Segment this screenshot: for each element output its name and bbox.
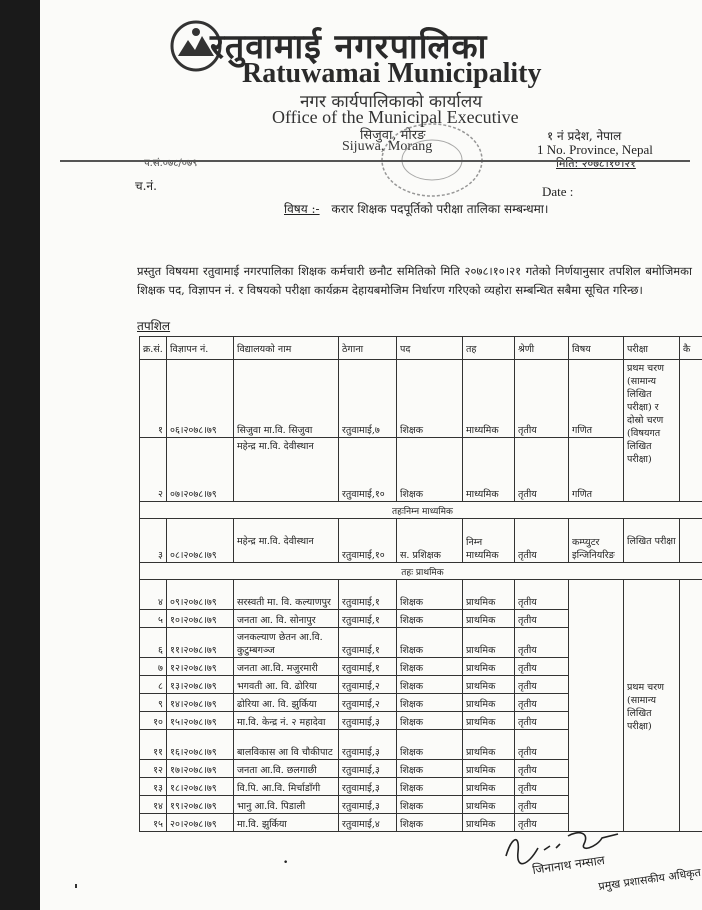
cell-level: प्राथमिक bbox=[463, 580, 515, 610]
col-header: ठेगाना bbox=[339, 337, 397, 360]
cell-addr: रतुवामाई,३ bbox=[339, 760, 397, 778]
cell-post: शिक्षक bbox=[397, 760, 463, 778]
table-row bbox=[140, 580, 702, 610]
cell-level: प्राथमिक bbox=[463, 778, 515, 796]
cell-ad: २०।२०७८।७९ bbox=[167, 814, 234, 832]
cell-post: शिक्षक bbox=[397, 730, 463, 760]
cell-ad: ११।२०७८।७९ bbox=[167, 628, 234, 658]
cell-sn: ६ bbox=[140, 628, 167, 658]
cell-level: प्राथमिक bbox=[463, 610, 515, 628]
cell-grade: तृतीय bbox=[515, 360, 569, 438]
cell-ad: ०६।२०७८।७९ bbox=[167, 360, 234, 438]
cell-grade: तृतीय bbox=[515, 580, 569, 610]
cell-school: जनता आ.वि. मजुरमारी bbox=[234, 658, 339, 676]
cell-grade: तृतीय bbox=[515, 519, 569, 563]
cell-school: महेन्द्र मा.वि. देवीस्थान bbox=[234, 519, 339, 563]
cell-sn: ११ bbox=[140, 730, 167, 760]
cell-level: प्राथमिक bbox=[463, 676, 515, 694]
cell-ad: १७।२०७८।७९ bbox=[167, 760, 234, 778]
cell-school: भगवती आ. वि. ढोरिया bbox=[234, 676, 339, 694]
notice-body: प्रस्तुत विषयमा रतुवामाई नगरपालिका शिक्षक कर्मचारी छनौट समितिको मिति २०७८।१०।२१ गतेको निर्णयानुसार तपशिल बमोजिमका शिक्षक पद, विज्ञापन नं. र विषयको परीक्षा कार्यक्रम देहायबमोजिम निर्धारण गरिएको व्यहोरा सम्बन्धित सबैमा सूचित गरिन्छ। bbox=[137, 264, 692, 297]
col-header: विद्यालयको नाम bbox=[234, 337, 339, 360]
cell-addr: रतुवामाई,३ bbox=[339, 778, 397, 796]
cell-post: शिक्षक bbox=[397, 580, 463, 610]
cell-ad: ०७।२०७८।७९ bbox=[167, 438, 234, 502]
cell-addr: रतुवामाई,१० bbox=[339, 438, 397, 502]
cell-level: निम्न माध्यमिक bbox=[463, 519, 515, 563]
cell-addr: रतुवामाई,७ bbox=[339, 360, 397, 438]
cell-ad: १२।२०७८।७९ bbox=[167, 658, 234, 676]
cell-sn: २ bbox=[140, 438, 167, 502]
cell-post: शिक्षक bbox=[397, 676, 463, 694]
signatory-name: जिनानाथ नम्साल bbox=[531, 852, 606, 878]
cell-extra bbox=[680, 519, 702, 563]
cell-sn: १० bbox=[140, 712, 167, 730]
cell-addr: रतुवामाई,३ bbox=[339, 712, 397, 730]
cell-sn: १५ bbox=[140, 814, 167, 832]
cell-subject: गणित bbox=[569, 438, 624, 502]
cell-level: प्राथमिक bbox=[463, 658, 515, 676]
page-mark: • bbox=[283, 858, 289, 868]
cell-post: शिक्षक bbox=[397, 712, 463, 730]
cell-addr: रतुवामाई,४ bbox=[339, 814, 397, 832]
cell-ad: ०८।२०७८।७९ bbox=[167, 519, 234, 563]
table-row bbox=[140, 438, 702, 502]
cell-exam: प्रथम चरण (सामान्य लिखित परीक्षा) bbox=[624, 580, 680, 832]
cell-school: बालविकास आ वि चौकीपाट bbox=[234, 730, 339, 760]
cell-post: शिक्षक bbox=[397, 610, 463, 628]
cell-sn: ४ bbox=[140, 580, 167, 610]
cell-ad: १८।२०७८।७९ bbox=[167, 778, 234, 796]
cell-ad: १४।२०७८।७९ bbox=[167, 694, 234, 712]
exam-schedule-table bbox=[139, 336, 702, 832]
col-header: क्र.सं. bbox=[140, 337, 167, 360]
cell-ad: ०९।२०७८।७९ bbox=[167, 580, 234, 610]
signatory-role: प्रमुख प्रशासकीय अधिकृत bbox=[597, 865, 702, 894]
cell-exam: प्रथम चरण (सामान्य लिखित परीक्षा) र दोस्रो चरण (विषयगत लिखित परीक्षा) bbox=[624, 360, 680, 502]
cell-level: प्राथमिक bbox=[463, 814, 515, 832]
table-header-row bbox=[140, 337, 702, 360]
subject-line bbox=[284, 200, 548, 217]
margin-mark bbox=[75, 884, 77, 888]
cell-school: वि.पि. आ.वि. मिर्चाडाँगी bbox=[234, 778, 339, 796]
cell-addr: रतुवामाई,१ bbox=[339, 580, 397, 610]
col-header: तह bbox=[463, 337, 515, 360]
cell-sn: १३ bbox=[140, 778, 167, 796]
section-label: तहः प्राथमिक bbox=[140, 563, 702, 580]
cell-addr: रतुवामाई,१ bbox=[339, 610, 397, 628]
cell-level: प्राथमिक bbox=[463, 760, 515, 778]
cell-level: प्राथमिक bbox=[463, 730, 515, 760]
cell-sn: ७ bbox=[140, 658, 167, 676]
cell-post: शिक्षक bbox=[397, 628, 463, 658]
table-row bbox=[140, 360, 702, 438]
cell-addr: रतुवामाई,१ bbox=[339, 628, 397, 658]
office-name-en: Office of the Municipal Executive bbox=[272, 107, 519, 127]
cell-grade: तृतीय bbox=[515, 712, 569, 730]
cell-grade: तृतीय bbox=[515, 778, 569, 796]
address-en: Sijuwa, Morang bbox=[342, 139, 433, 154]
municipality-name-en: Ratuwamai Municipality bbox=[242, 58, 542, 89]
province-en: 1 No. Province, Nepal bbox=[537, 142, 653, 157]
section-row bbox=[140, 563, 702, 580]
table-row bbox=[140, 519, 702, 563]
cell-grade: तृतीय bbox=[515, 676, 569, 694]
cell-addr: रतुवामाई,१ bbox=[339, 658, 397, 676]
cell-grade: तृतीय bbox=[515, 730, 569, 760]
cell-addr: रतुवामाई,१० bbox=[339, 519, 397, 563]
cell-ad: १९।२०७८।७९ bbox=[167, 796, 234, 814]
cell-ad: १३।२०७८।७९ bbox=[167, 676, 234, 694]
cell-grade: तृतीय bbox=[515, 760, 569, 778]
cell-post: शिक्षक bbox=[397, 814, 463, 832]
cell-post: शिक्षक bbox=[397, 658, 463, 676]
cell-level: प्राथमिक bbox=[463, 628, 515, 658]
cell-school: जनता आ. वि. सोनापुर bbox=[234, 610, 339, 628]
cell-sn: ८ bbox=[140, 676, 167, 694]
municipality-name-np: रतुवामाई नगरपालिका bbox=[210, 27, 488, 67]
subject-text: करार शिक्षक पदपूर्तिको परीक्षा तालिका सम्बन्धमा। bbox=[331, 202, 549, 216]
letterhead-divider bbox=[60, 160, 690, 162]
cell-level: प्राथमिक bbox=[463, 712, 515, 730]
cell-post: शिक्षक bbox=[397, 778, 463, 796]
col-header: विज्ञापन नं. bbox=[167, 337, 234, 360]
address-np: सिजुवा, मोरङ bbox=[360, 128, 426, 143]
col-header: परीक्षा bbox=[624, 337, 680, 360]
cell-school: मा.वि. झुर्किया bbox=[234, 814, 339, 832]
cell-subject bbox=[569, 580, 624, 832]
col-header: विषय bbox=[569, 337, 624, 360]
cell-school: सिजुवा मा.वि. सिजुवा bbox=[234, 360, 339, 438]
reference-number: प.सं.०७८/०७९ bbox=[144, 158, 198, 169]
cell-extra bbox=[680, 580, 702, 832]
cell-level: माध्यमिक bbox=[463, 438, 515, 502]
cell-level: प्राथमिक bbox=[463, 796, 515, 814]
cell-grade: तृतीय bbox=[515, 814, 569, 832]
details-heading: तपशिल bbox=[137, 319, 171, 333]
cell-grade: तृतीय bbox=[515, 658, 569, 676]
cell-sn: ९ bbox=[140, 694, 167, 712]
office-stamp-icon bbox=[378, 120, 486, 200]
office-name-np: नगर कार्यपालिकाको कार्यालय bbox=[300, 92, 483, 112]
cell-subject: गणित bbox=[569, 360, 624, 438]
cell-sn: १४ bbox=[140, 796, 167, 814]
cell-school: भानु आ.वि. पिडाली bbox=[234, 796, 339, 814]
cell-addr: रतुवामाई,३ bbox=[339, 730, 397, 760]
dispatch-number-label: च.नं. bbox=[135, 179, 157, 193]
cell-addr: रतुवामाई,२ bbox=[339, 676, 397, 694]
col-header: श्रेणी bbox=[515, 337, 569, 360]
cell-post: शिक्षक bbox=[397, 694, 463, 712]
province-np: १ नं प्रदेश, नेपाल bbox=[547, 129, 622, 143]
cell-school: महेन्द्र मा.वि. देवीस्थान bbox=[234, 438, 339, 502]
col-header: पद bbox=[397, 337, 463, 360]
cell-ad: १०।२०७८।७९ bbox=[167, 610, 234, 628]
cell-ad: १५।२०७८।७९ bbox=[167, 712, 234, 730]
cell-sn: ३ bbox=[140, 519, 167, 563]
cell-post: स. प्रशिक्षक bbox=[397, 519, 463, 563]
cell-level: माध्यमिक bbox=[463, 360, 515, 438]
subject-label: विषय :- bbox=[284, 202, 320, 216]
cell-sn: १२ bbox=[140, 760, 167, 778]
cell-post: शिक्षक bbox=[397, 438, 463, 502]
cell-post: शिक्षक bbox=[397, 360, 463, 438]
cell-grade: तृतीय bbox=[515, 796, 569, 814]
cell-grade: तृतीय bbox=[515, 610, 569, 628]
cell-level: प्राथमिक bbox=[463, 694, 515, 712]
cell-school: मा.वि. केन्द्र नं. २ महादेवा bbox=[234, 712, 339, 730]
cell-exam: लिखित परीक्षा bbox=[624, 519, 680, 563]
cell-school: सरस्वती मा. वि. कल्याणपुर bbox=[234, 580, 339, 610]
cell-ad: १६।२०७८।७९ bbox=[167, 730, 234, 760]
cell-extra bbox=[680, 360, 702, 502]
cell-grade: तृतीय bbox=[515, 628, 569, 658]
cell-school: जनता आ.वि. छलगाछी bbox=[234, 760, 339, 778]
page-edge bbox=[0, 0, 40, 910]
date-np: मिति: २०७८।१०।२१ bbox=[556, 157, 636, 170]
section-row bbox=[140, 502, 702, 519]
cell-sn: ५ bbox=[140, 610, 167, 628]
section-label: तहःनिम्न माध्यमिक bbox=[140, 502, 702, 519]
col-header: कै bbox=[680, 337, 702, 360]
cell-sn: १ bbox=[140, 360, 167, 438]
date-label: Date : bbox=[542, 184, 574, 199]
cell-subject: कम्प्युटर इन्जिनियरिङ bbox=[569, 519, 624, 563]
cell-addr: रतुवामाई,२ bbox=[339, 694, 397, 712]
cell-grade: तृतीय bbox=[515, 438, 569, 502]
cell-school: जनकल्याण छेतन आ.वि. कुटुम्बगञ्ज bbox=[234, 628, 339, 658]
cell-addr: रतुवामाई,३ bbox=[339, 796, 397, 814]
cell-school: ढोरिया आ. वि. झुर्किया bbox=[234, 694, 339, 712]
cell-grade: तृतीय bbox=[515, 694, 569, 712]
cell-post: शिक्षक bbox=[397, 796, 463, 814]
